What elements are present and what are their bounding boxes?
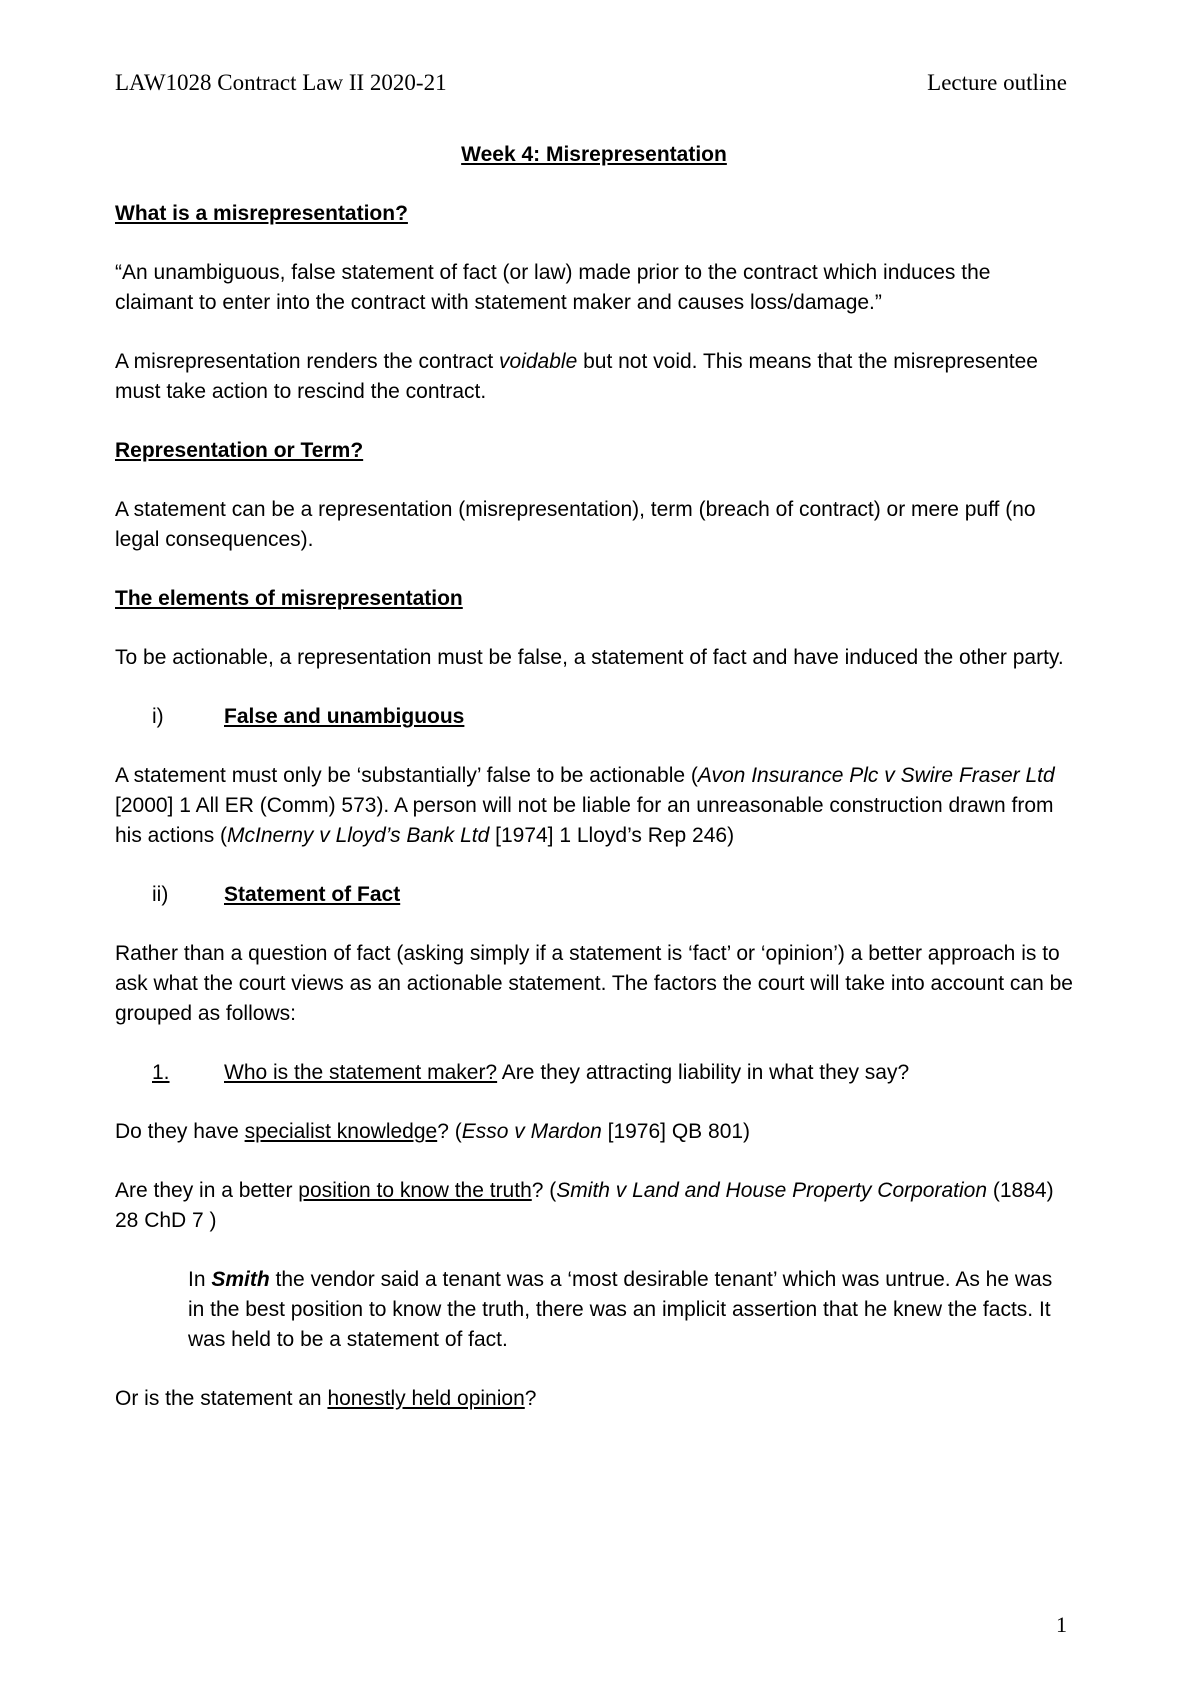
text-run: Are they attracting liability in what they say? [497,1061,910,1084]
text-run: Do they have [115,1120,245,1143]
page-title: Week 4: Misrepresentation [461,143,727,166]
text-run: [2000] 1 All ER (Comm) 573). A person will not be liable for an unreasonable construction drawn from his actions ( [115,794,1054,847]
text-run: In [188,1268,212,1291]
specialist-question [115,1117,1073,1147]
text-run: but not void. This means that the misrepresentee must take action to rescind the contract. [115,350,1038,403]
factor-item-text [224,1058,909,1088]
text-run: Or is the statement an [115,1387,328,1410]
elements-paragraph: To be actionable, a representation must be false, a statement of fact and have induced the other party. [115,646,1064,669]
position-question [115,1176,1073,1236]
list-label: i) [152,705,164,728]
voidable-paragraph [115,347,1073,407]
heading-elements: The elements of misrepresentation [115,587,463,610]
subheading-fact-text: Statement of Fact [224,883,401,906]
header-doc-type: Lecture outline [927,70,1067,95]
page-number: 1 [1056,1612,1067,1637]
false-paragraph [115,761,1073,851]
underlined-term: position to know the truth [298,1179,532,1202]
text-run: [1976] QB 801) [601,1120,751,1143]
italic-term: voidable [499,350,578,373]
definition-quote: “An unambiguous, false statement of fact (or law) made prior to the contract which induces the claimant to enter into the contract with statement maker and causes loss/damage.” [115,261,991,314]
case-name: Smith v Land and House Property Corporation [556,1179,988,1202]
heading-rep-or-term: Representation or Term? [115,439,364,462]
heading-what-is: What is a misrepresentation? [115,202,408,225]
subheading-fact [152,880,1073,910]
list-label: ii) [152,883,169,906]
fact-paragraph: Rather than a question of fact (asking simply if a statement is ‘fact’ or ‘opinion’) a better approach is to ask what the court views as an actionable statement. The factors the court will take into account can be grouped as follows: [115,942,1073,1025]
text-run: [1974] 1 Lloyd’s Rep 246) [489,824,735,847]
document-body [115,140,1073,1443]
text-run: the vendor said a tenant was a ‘most desirable tenant’ which was untrue. As he was in the best position to know the truth, there was an implicit assertion that he knew the facts. It was held to be a statement of fact. [188,1268,1053,1351]
underlined-term: specialist knowledge [244,1120,438,1143]
text-run: ? [524,1387,537,1410]
factor-heading: Who is the statement maker? [224,1061,498,1084]
opinion-question [115,1384,1073,1414]
text-run: (1884) 28 ChD 7 ) [115,1179,1054,1232]
rep-or-term-paragraph: A statement can be a representation (misrepresentation), term (breach of contract) or mere puff (no legal consequences). [115,498,1036,551]
subheading-false [152,702,1073,732]
header-course: LAW1028 Contract Law II 2020-21 [115,70,447,95]
text-run: A misrepresentation renders the contract [115,350,500,373]
text-run: A statement must only be ‘substantially’ false to be actionable ( [115,764,698,787]
text-run: Are they in a better [115,1179,299,1202]
case-name: Avon Insurance Plc v Swire Fraser Ltd [697,764,1055,787]
subheading-false-text: False and unambiguous [224,705,465,728]
case-name: McInerny v Lloyd’s Bank Ltd [227,824,490,847]
list-label: 1. [152,1061,170,1084]
underlined-term: honestly held opinion [327,1387,525,1410]
factor-item-1 [152,1058,1073,1088]
case-name: Smith [211,1268,270,1291]
smith-note [188,1265,1073,1355]
case-name: Esso v Mardon [461,1120,602,1143]
text-run: ? ( [531,1179,557,1202]
text-run: ? ( [437,1120,462,1143]
